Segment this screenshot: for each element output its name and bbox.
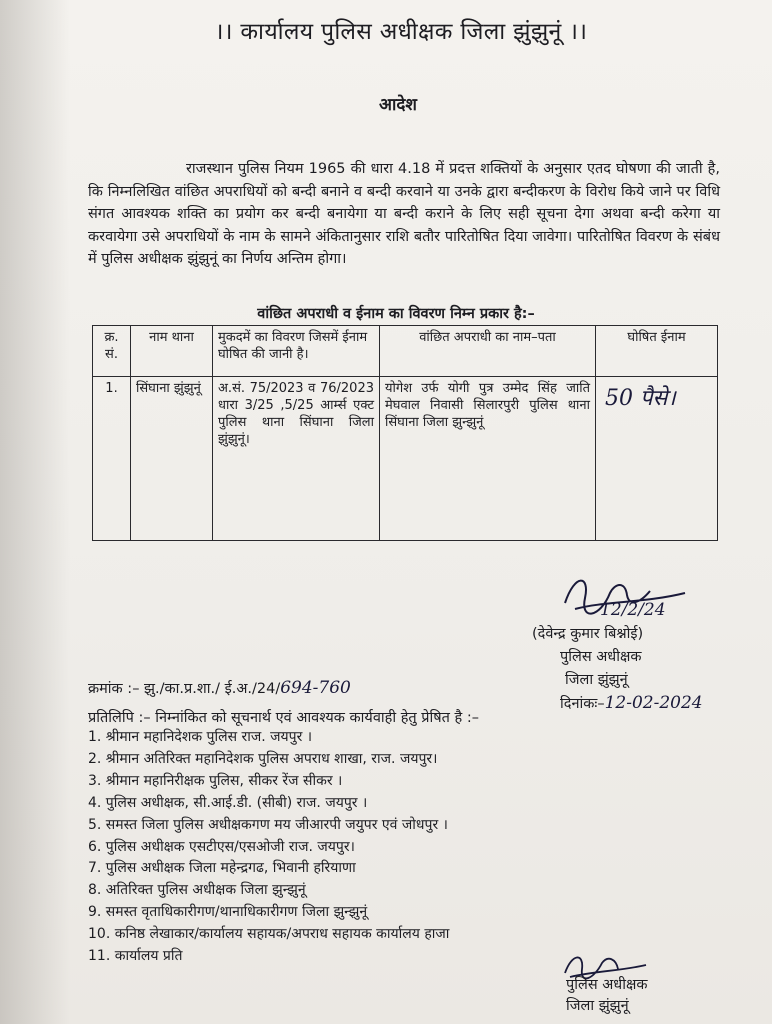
footer-signatory — [566, 975, 648, 1017]
cell-accused: योगेश उर्फ योगी पुत्र उम्मेद सिंह जाति मेघवाल निवासी सिलारपुरी पुलिस थाना सिंघाना जिला झुन्झुनूं — [380, 377, 596, 541]
list-item: 6. पुलिस अधीक्षक एसटीएस/एसओजी राज. जयपुर। — [88, 838, 355, 855]
footer-designation: पुलिस अधीक्षक — [566, 977, 648, 993]
header-case: मुकदमें का विवरण जिसमें ईनाम घोषित की जानी है। — [213, 326, 380, 377]
cell-station: सिंघाना झुंझुनूं — [131, 377, 213, 541]
list-item: 10. कनिष्ठ लेखाकार/कार्यालय सहायक/अपराध सहायक कार्यालय हाजा — [88, 926, 450, 943]
order-heading: आदेश — [379, 95, 417, 115]
signatory-designation: पुलिस अधीक्षक — [560, 649, 642, 665]
list-item: 3. श्रीमान महानिरीक्षक पुलिस, सीकर रेंज सीकर । — [88, 772, 343, 789]
page-shadow — [0, 0, 70, 1024]
signatory-district: जिला झुंझुनूं — [565, 672, 628, 688]
reference-label: क्रमांक :– झु./का.प्र.शा./ ई.अ./24/ — [88, 681, 281, 697]
header-accused: वांछित अपराधी का नाम–पता — [380, 326, 596, 377]
list-item: 7. पुलिस अधीक्षक जिला महेन्द्रगढ, भिवानी हरियाणा — [88, 860, 356, 877]
reference-number — [88, 678, 351, 698]
order-paragraph — [88, 158, 720, 271]
list-item: 5. समस्त जिला पुलिस अधीक्षकगण मय जीआरपी जयुपर एवं जोधपुर । — [88, 816, 448, 833]
copy-to-list — [88, 727, 449, 968]
cell-reward — [596, 377, 718, 541]
date-label: दिनांकः– — [560, 696, 605, 712]
footer-district: जिला झुंझुनूं — [566, 998, 629, 1014]
header-serial: क्र. सं. — [93, 326, 131, 377]
list-item: 4. पुलिस अधीक्षक, सी.आई.डी. (सीबी) राज. जयपुर । — [88, 794, 368, 811]
signatory-block — [532, 623, 703, 716]
cell-case: अ.सं. 75/2023 व 76/2023 धारा 3/25 ,5/25 आर्म्स एक्ट पुलिस थाना सिंघाना जिला झुंझुनूं। — [213, 377, 380, 541]
list-item: 9. समस्त वृताधिकारीगण/थानाधिकारीगण जिला झुन्झुनूं — [88, 904, 368, 921]
table-row — [93, 377, 718, 541]
list-item: 2. श्रीमान अतिरिक्त महानिदेशक पुलिस अपराध शाखा, राज. जयपुर। — [88, 750, 438, 767]
table-caption: वांछित अपराधी व ईनाम का विवरण निम्न प्रकार है:– — [257, 306, 535, 322]
signatory-name: (देवेन्द्र कुमार बिश्नोई) — [532, 626, 644, 642]
list-item: 11. कार्यालय प्रति — [88, 948, 183, 965]
reward-handwritten: 50 पैसे। — [605, 386, 676, 411]
order-paragraph-text: राजस्थान पुलिस नियम 1965 की धारा 4.18 में प्रदत्त शक्तियों के अनुसार एतद घोषणा की जाती है, कि निम्नलिखित वांछित अपराधियों को बन्दी बनाने व बन्दी करवाने या उनके द्वारा बन्दीकरण के विरोध किये जाने पर विधि संगत आवश्यक शक्ति का प्रयोग कर बन्दी बनायेगा या बन्दी कराने के लिए सही सूचना देगा अथवा बन्दी करेगा या करवायेगा उसे अपराधियों के नाम के सामने अंकितानुसार राशि बतौर पारितोषित दिया जावेगा। पारितोषित विवरण के संबंध में पुलिस अधीक्षक झुंझुनूं का निर्णय अन्तिम होगा। — [88, 161, 720, 268]
signatory-date — [532, 692, 703, 716]
table-header-row — [93, 326, 718, 377]
reward-table — [92, 325, 718, 541]
signature-date: 12/2/24 — [600, 600, 666, 620]
list-item: 8. अतिरिक्त पुलिस अधीक्षक जिला झुन्झुनूं — [88, 882, 306, 899]
date-value: 12-02-2024 — [604, 693, 703, 713]
copy-to-intro: प्रतिलिपि :– निम्नांकित को सूचनार्थ एवं आवश्यक कार्यवाही हेतु प्रेषित है :– — [88, 710, 479, 726]
header-reward: घोषित ईनाम — [596, 326, 718, 377]
list-item: 1. श्रीमान महानिदेशक पुलिस राज. जयपुर । — [88, 729, 313, 745]
cell-serial: 1. — [93, 377, 131, 541]
office-title: ।। कार्यालय पुलिस अधीक्षक जिला झुंझुनूं ।। — [214, 19, 588, 45]
header-station: नाम थाना — [131, 326, 213, 377]
reference-handwritten: 694-760 — [280, 678, 351, 698]
